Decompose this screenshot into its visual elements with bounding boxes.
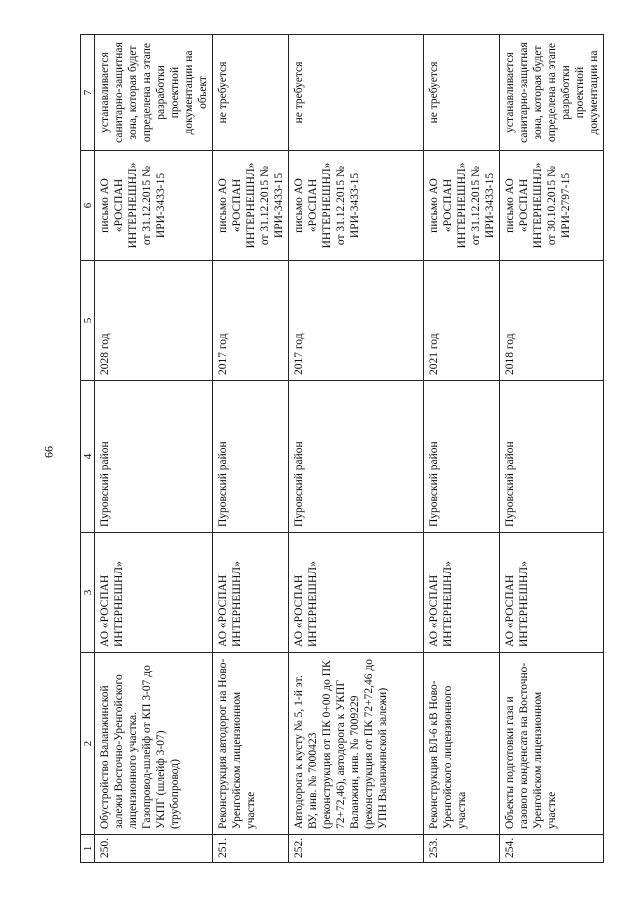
note: устанавливается санитарно-защитная зона, которая будет определена на этапе разработки проектной документации на — [500, 35, 604, 151]
row-number: 253. — [424, 835, 500, 863]
source-document: письмо АО «РОСПАН ИНТЕРНЕШНЛ» от 31.12.2015 № ИРИ-3433-15 — [95, 151, 213, 261]
year: 2017 год — [213, 261, 289, 381]
district: Пуровский район — [95, 381, 213, 533]
col-header-3: 3 — [81, 533, 95, 653]
organization: АО «РОСПАН ИНТЕРНЕШНЛ» — [213, 533, 289, 653]
table-row — [424, 35, 500, 863]
object-name: Автодорога к кусту № 5, 1-й эт. ВУ, инв. № 7000423 (реконструкция от ПК 0+00 до ПК 72+72,46), автодорога к УКПГ Валанжин, инв. № 7009229 (реконструкция от ПК 72+72,46 до УПН Валанжинской залежи) — [289, 653, 424, 835]
table-row — [213, 35, 289, 863]
table-row — [95, 35, 213, 863]
table-row — [289, 35, 424, 863]
district: Пуровский район — [213, 381, 289, 533]
col-header-4: 4 — [81, 381, 95, 533]
col-header-2: 2 — [81, 653, 95, 835]
rotated-table-wrapper — [80, 35, 600, 863]
source-document: письмо АО «РОСПАН ИНТЕРНЕШНЛ» от 31.12.2015 № ИРИ-3433-15 — [289, 151, 424, 261]
source-document: письмо АО «РОСПАН ИНТЕРНЕШНЛ» от 31.12.2015 № ИРИ-3433-15 — [424, 151, 500, 261]
organization: АО «РОСПАН ИНТЕРНЕШНЛ» — [95, 533, 213, 653]
col-header-5: 5 — [81, 261, 95, 381]
note: не требуется — [213, 35, 289, 151]
year: 2017 год — [289, 261, 424, 381]
object-name: Объекты подготовки газа и газового конденсата на Восточно-Уренгойском лицензионном участке — [500, 653, 604, 835]
row-number: 250. — [95, 835, 213, 863]
district: Пуровский район — [500, 381, 604, 533]
organization: АО «РОСПАН ИНТЕРНЕШНЛ» — [500, 533, 604, 653]
row-number: 252. — [289, 835, 424, 863]
district: Пуровский район — [424, 381, 500, 533]
object-name: Реконструкция ВЛ-6 кВ Ново-Уренгойского лицензионного участка — [424, 653, 500, 835]
col-header-6: 6 — [81, 151, 95, 261]
row-number: 254. — [500, 835, 604, 863]
year: 2028 год — [95, 261, 213, 381]
organization: АО «РОСПАН ИНТЕРНЕШНЛ» — [424, 533, 500, 653]
col-header-1: 1 — [81, 835, 95, 863]
table-row — [500, 35, 604, 863]
organization: АО «РОСПАН ИНТЕРНЕШНЛ» — [289, 533, 424, 653]
note: не требуется — [289, 35, 424, 151]
district: Пуровский район — [289, 381, 424, 533]
page-number: 66 — [41, 446, 56, 458]
header-row — [81, 35, 95, 863]
source-document: письмо АО «РОСПАН ИНТЕРНЕШНЛ» от 31.12.2015 № ИРИ-3433-15 — [213, 151, 289, 261]
col-header-7: 7 — [81, 35, 95, 151]
object-name: Обустройство Валанжинской залежи Восточно-Уренгойского лицензионного участка. Газопровод-шлейф от КП 3-07 до УКПГ (шлейф 3-07) (трубопровод) — [95, 653, 213, 835]
note: устанавливается санитарно-защитная зона, которая будет определена на этапе разработки проектной документации на объект — [95, 35, 213, 151]
source-document: письмо АО «РОСПАН ИНТЕРНЕШНЛ» от 30.10.2015 № ИРИ-2797-15 — [500, 151, 604, 261]
year: 2018 год — [500, 261, 604, 381]
year: 2021 год — [424, 261, 500, 381]
object-name: Реконструкция автодорог на Ново-Уренгойском лицензионном участке — [213, 653, 289, 835]
note: не требуется — [424, 35, 500, 151]
objects-table — [80, 34, 604, 863]
row-number: 251. — [213, 835, 289, 863]
